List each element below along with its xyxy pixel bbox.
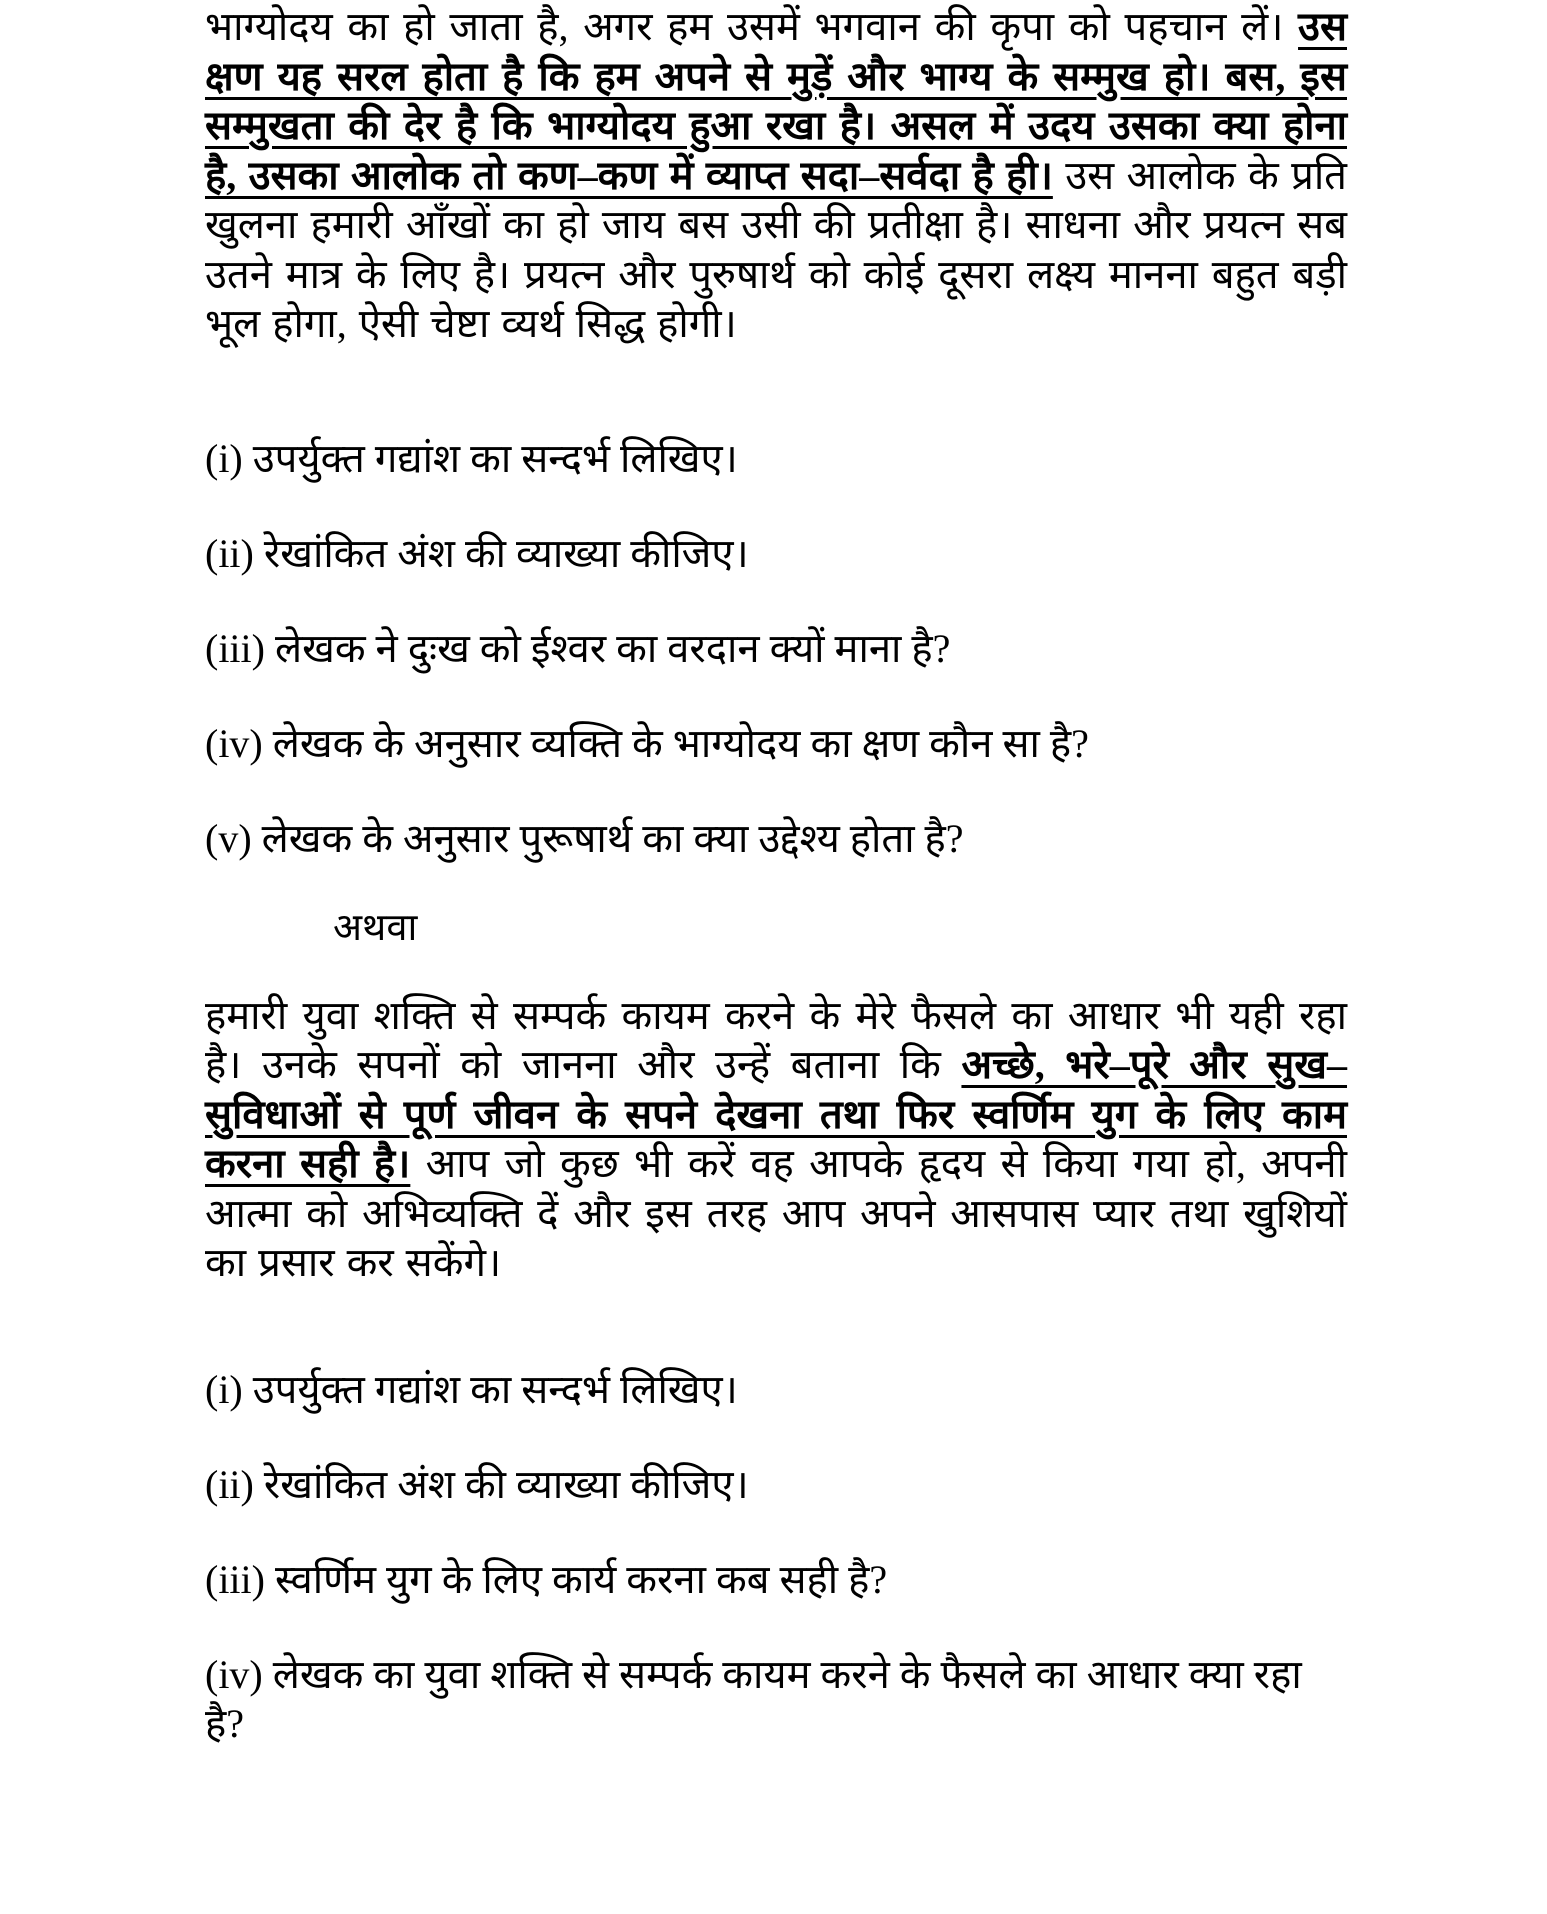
passage-one-text-before-emphasis: भाग्योदय का हो जाता है, अगर हम उसमें भगवान की कृपा को पहचान लें।	[205, 4, 1299, 49]
question-item	[205, 624, 1347, 673]
alternative-divider-label: अथवा	[333, 906, 418, 949]
question-item	[205, 1650, 1347, 1748]
question-item	[205, 529, 1347, 578]
passage-two-text-after-emphasis: आप जो कुछ भी करें वह आपके हृदय से किया गया हो, अपनी आत्मा को अभिव्यक्ति दें और इस तरह आप अपने आसपास प्यार तथा खुशियों का प्रसार कर सकेंगे।	[205, 1141, 1347, 1285]
question-item	[205, 434, 1347, 483]
question-text: लेखक के अनुसार पुरूषार्थ का क्या उद्देश्य होता है?	[261, 815, 964, 861]
question-item	[205, 719, 1347, 768]
question-text: रेखांकित अंश की व्याख्या कीजिए।	[263, 1461, 749, 1507]
spacer-after-passage-one	[205, 349, 1347, 387]
passage-two-text-before-emphasis: हमारी युवा शक्ति से सम्पर्क कायम करने के मेरे फैसले का आधार भी यही रहा है। उनके सपनों को जानना और उन्हें बताना कि	[205, 992, 1347, 1087]
question-list-one	[205, 434, 1347, 863]
question-text: लेखक के अनुसार व्यक्ति के भाग्योदय का क्षण कौन सा है?	[272, 720, 1089, 766]
question-number: (iii)	[205, 1556, 265, 1602]
spacer-after-divider	[205, 951, 1347, 991]
question-item	[205, 814, 1347, 863]
passage-one-underlined-emphasis: उस क्षण यह सरल होता है कि हम अपने से मुड़ें और भाग्य के सम्मुख हो। बस, इस सम्मुखता की देर है कि भाग्योदय हुआ रखा है। असल में उदय उसका क्या होना है, उसका आलोक तो कण–कण में व्याप्त सदा–सर्वदा है ही।	[205, 4, 1347, 198]
passage-one	[205, 0, 1347, 349]
question-number: (iii)	[205, 625, 265, 671]
question-text: उपर्युक्त गद्यांश का सन्दर्भ लिखिए।	[252, 1366, 738, 1412]
question-item	[205, 1555, 1347, 1604]
passage-one-text-after-emphasis: उस आलोक के प्रति खुलना हमारी आँखों का हो जाय बस उसी की प्रतीक्षा है। साधना और प्रयत्न सब उतने मात्र के लिए है। प्रयत्न और पुरुषार्थ को कोई दूसरा लक्ष्य मानना बहुत बड़ी भूल होगा, ऐसी चेष्टा व्यर्थ सिद्ध होगी।	[205, 152, 1347, 346]
passage-two	[205, 991, 1347, 1288]
question-number: (ii)	[205, 1461, 254, 1507]
question-item	[205, 1460, 1347, 1509]
question-number: (iv)	[205, 720, 263, 766]
question-text: लेखक का युवा शक्ति से सम्पर्क कायम करने के फैसले का आधार क्या रहा है?	[205, 1651, 1302, 1746]
question-number: (i)	[205, 435, 243, 481]
question-number: (ii)	[205, 530, 254, 576]
question-number: (iv)	[205, 1651, 263, 1697]
question-text: लेखक ने दुःख को ईश्वर का वरदान क्यों माना है?	[274, 625, 951, 671]
question-number: (v)	[205, 815, 252, 861]
question-item	[205, 1365, 1347, 1414]
passage-two-underlined-emphasis: अच्छे, भरे–पूरे और सुख–सुविधाओं से पूर्ण जीवन के सपने देखना तथा फिर स्वर्णिम युग के लिए काम करना सही है।	[205, 1042, 1348, 1186]
question-list-two	[205, 1365, 1347, 1748]
question-text: स्वर्णिम युग के लिए कार्य करना कब सही है?	[274, 1556, 888, 1602]
spacer-after-passage-two	[205, 1288, 1347, 1318]
question-number: (i)	[205, 1366, 243, 1412]
question-text: रेखांकित अंश की व्याख्या कीजिए।	[263, 530, 749, 576]
question-text: उपर्युक्त गद्यांश का सन्दर्भ लिखिए।	[252, 435, 738, 481]
